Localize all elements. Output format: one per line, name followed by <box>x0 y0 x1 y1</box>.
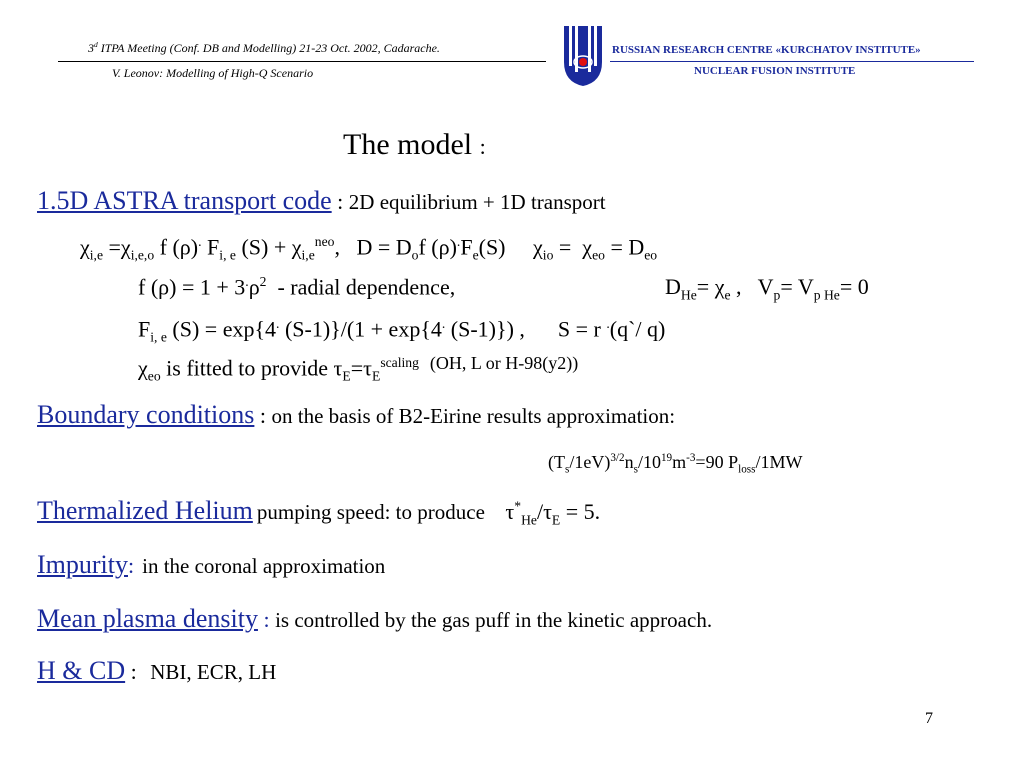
author-line: V. Leonov: Modelling of High-Q Scenario <box>112 66 314 80</box>
org-line-2: NUCLEAR FUSION INSTITUTE <box>694 65 856 77</box>
hcd-desc: NBI, ECR, LH <box>150 660 277 684</box>
astra-line: 1.5D ASTRA transport code : 2D equilibrium + 1D transport <box>37 186 606 215</box>
equation-fs: $F_{i, e}$ (S) = exp{4. (S-1)}/(1 + exp{4. (S-1)}) , S = r .(q`/ q) <box>138 316 666 345</box>
meeting-line: 3$^d$ ITPA Meeting (Conf. DB and Modelling) 21-23 Oct. 2002, Cadarache. <box>88 40 440 55</box>
kurchatov-logo-icon <box>562 24 604 88</box>
equation-f-rho: f $(\rho) = 1 + 3^.\rho^2$ - radial dependence, <box>138 274 456 300</box>
boundary-desc: on the basis of B2-Eirine results approximation: <box>271 404 676 428</box>
header-rule-right <box>610 61 974 62</box>
astra-desc: 2D equilibrium + 1D transport <box>348 190 606 214</box>
equation-tau: $\chi_{eo}$ is fitted to provide $\tau_E=\tau_E^{scaling}$ $^{(OH, L or H-98(y2))}$ <box>138 353 579 384</box>
astra-heading: 1.5D ASTRA transport code <box>37 186 332 215</box>
hcd-line: H & CD : NBI, ECR, LH <box>37 656 277 685</box>
org-line-1: RUSSIAN RESEARCH CENTRE «KURCHATOV INSTITUTE» <box>612 44 921 56</box>
density-line: Mean plasma density : is controlled by the gas puff in the kinetic approach. <box>37 604 713 633</box>
helium-desc: pumping speed: to produce <box>256 500 485 524</box>
density-heading: Mean plasma density <box>37 604 258 633</box>
impurity-line: Impurity: in the coronal approximation <box>37 550 386 579</box>
impurity-desc: in the coronal approximation <box>142 554 386 578</box>
helium-line: Thermalized Helium pumping speed: to produce $\tau^*_{He}/\tau_E = 5$. <box>37 496 601 528</box>
page-title: The model : <box>343 128 486 161</box>
impurity-heading: Impurity <box>37 550 128 579</box>
hcd-heading: H & CD <box>37 656 126 685</box>
density-desc: is controlled by the gas puff in the kinetic approach. <box>275 608 713 632</box>
equation-chi: $\chi_{i,e} =\chi_{i,e,o}$ f (ρ). $F_{i, e}$ $(S) + \chi_{i,e}^{neo}$, $D = D_of$ $(\rho)^.F_e(S)$ $\chi_{io} = \chi_{eo} = D_{eo}$ <box>80 234 658 263</box>
boundary-heading: Boundary conditions <box>37 400 255 429</box>
boundary-line: Boundary conditions : on the basis of B2-Eirine results approximation: <box>37 400 676 429</box>
equation-boundary: $(T_s/1eV)^{3/2}n_s/10^{19}m^{-3}=90$ $P_{loss}/1MW$ <box>548 452 803 476</box>
page-number: 7 <box>925 710 933 727</box>
header-rule-left <box>58 61 546 62</box>
equation-dhe: $D_{He}= \chi_e$ , $V_p= V_{p He}= 0$ <box>665 274 869 303</box>
helium-heading: Thermalized Helium <box>37 496 253 525</box>
